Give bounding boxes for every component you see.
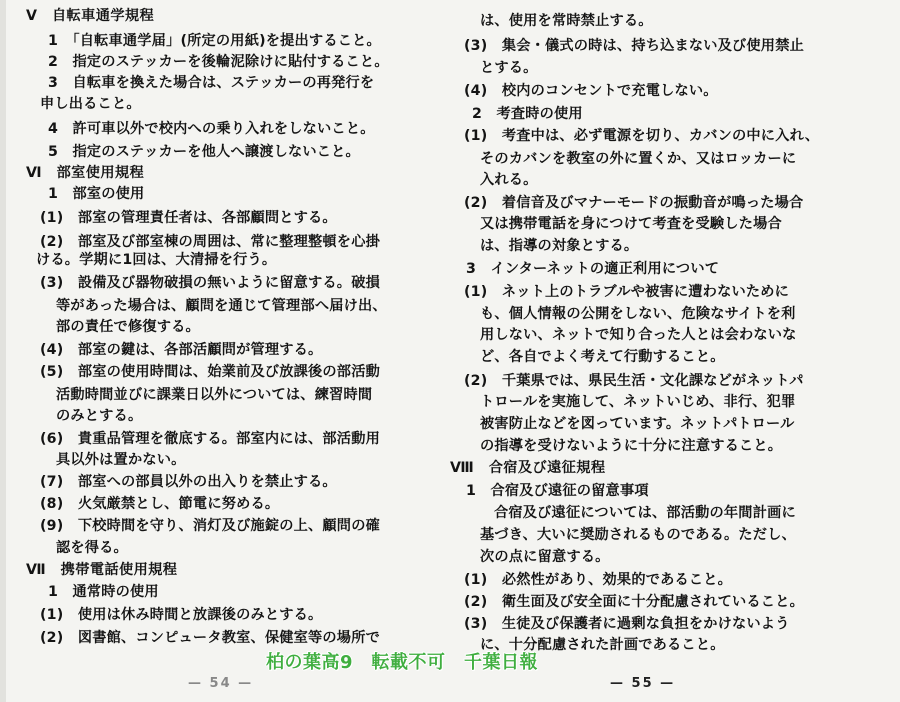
text-line: 次の点に留意する。 xyxy=(480,549,610,565)
text-line: (2) 着信音及びマナーモードの振動音が鳴った場合 xyxy=(464,195,804,211)
text-line: に、十分配慮された計画であること。 xyxy=(480,637,725,653)
text-line: 活動時間並びに課業日以外については、練習時間 xyxy=(56,387,373,403)
text-line: (3) 生徒及び保護者に過剰な負担をかけないよう xyxy=(464,616,790,632)
text-line: ける。学期に1回は、大清掃を行う。 xyxy=(36,252,277,268)
text-line: 1 合宿及び遠征の留意事項 xyxy=(466,483,649,499)
text-line: 基づき、大いに奨励されるものである。ただし、 xyxy=(480,527,796,543)
page-number-left: — 54 — xyxy=(188,676,254,691)
text-line: (3) 集会・儀式の時は、持ち込まない及び使用禁止 xyxy=(464,38,804,54)
text-line: (7) 部室への部員以外の出入りを禁止する。 xyxy=(40,474,337,490)
text-line: 等があった場合は、顧問を通じて管理部へ届け出、 xyxy=(56,298,387,314)
page-number-right: — 55 — xyxy=(610,676,676,691)
text-line: ど、各自でよく考えて行動すること。 xyxy=(480,349,725,365)
text-line: (9) 下校時間を守り、消灯及び施錠の上、顧問の確 xyxy=(40,518,380,534)
text-line: (4) 校内のコンセントで充電しない。 xyxy=(464,83,718,99)
scan-edge xyxy=(0,0,6,702)
text-line: 2 考査時の使用 xyxy=(472,106,583,122)
text-line: (2) 千葉県では、県民生活・文化課などがネットパ xyxy=(464,373,804,389)
text-line: も、個人情報の公開をしない、危険なサイトを利 xyxy=(480,306,796,322)
text-line: 1 「自転車通学届」(所定の用紙)を提出すること。 xyxy=(48,33,381,49)
text-line: 3 自転車を換えた場合は、ステッカーの再発行を xyxy=(48,75,375,91)
section-heading: Ⅶ 携帯電話使用規程 xyxy=(26,562,178,578)
text-line: は、指導の対象とする。 xyxy=(480,238,639,254)
text-line: そのカバンを教室の外に置くか、又はロッカーに xyxy=(480,151,797,167)
text-line: (2) 衛生面及び安全面に十分配慮されていること。 xyxy=(464,594,804,610)
section-heading: Ⅵ 部室使用規程 xyxy=(26,165,145,181)
text-line: 合宿及び遠征については、部活動の年間計画に xyxy=(494,505,796,521)
text-line: 入れる。 xyxy=(480,172,538,188)
text-line: 又は携帯電話を身につけて考査を受験した場合 xyxy=(480,216,782,232)
text-line: とする。 xyxy=(480,60,538,76)
text-line: (1) 必然性があり、効果的であること。 xyxy=(464,572,733,588)
text-line: 部の責任で修復する。 xyxy=(56,319,200,335)
text-line: トロールを実施して、ネットいじめ、非行、犯罪 xyxy=(480,394,796,410)
text-line: (1) 部室の管理責任者は、各部顧問とする。 xyxy=(40,210,337,226)
text-line: 認を得る。 xyxy=(56,540,128,556)
watermark: 柏の葉高9 転載不可 千葉日報 xyxy=(266,652,539,673)
text-line: は、使用を常時禁止する。 xyxy=(480,13,653,29)
text-line: (5) 部室の使用時間は、始業前及び放課後の部活動 xyxy=(40,364,380,380)
text-line: 申し出ること。 xyxy=(40,96,141,112)
text-line: (2) 図書館、コンピュータ教室、保健室等の場所で xyxy=(40,630,380,646)
text-line: のみとする。 xyxy=(56,408,143,424)
text-line: 被害防止などを図っています。ネットパトロール xyxy=(480,416,795,432)
text-line: 1 部室の使用 xyxy=(48,186,145,202)
text-line: 5 指定のステッカーを他人へ譲渡しないこと。 xyxy=(48,144,360,160)
text-line: (2) 部室及び部室棟の周囲は、常に整理整頓を心掛 xyxy=(40,234,380,250)
section-heading: Ⅷ 合宿及び遠征規程 xyxy=(450,460,606,476)
text-line: 4 許可車以外で校内への乗り入れをしないこと。 xyxy=(48,121,375,137)
text-line: (1) 考査中は、必ず電源を切り、カバンの中に入れ、 xyxy=(464,128,820,144)
text-line: (3) 設備及び器物破損の無いように留意する。破損 xyxy=(40,275,380,291)
text-line: 具以外は置かない。 xyxy=(56,452,186,468)
text-line: (4) 部室の鍵は、各部活顧問が管理する。 xyxy=(40,342,323,358)
section-heading: Ⅴ 自転車通学規程 xyxy=(26,8,155,24)
text-line: 用しない、ネットで知り合った人とは会わないな xyxy=(480,327,797,343)
text-line: (1) ネット上のトラブルや被害に遭わないために xyxy=(464,284,790,300)
text-line: (6) 貴重品管理を徹底する。部室内には、部活動用 xyxy=(40,431,380,447)
text-line: (1) 使用は休み時間と放課後のみとする。 xyxy=(40,607,323,623)
text-line: (8) 火気厳禁とし、節電に努める。 xyxy=(40,496,280,512)
text-line: の指導を受けないように十分に注意すること。 xyxy=(480,438,783,454)
text-line: 1 通常時の使用 xyxy=(48,584,159,600)
text-line: 2 指定のステッカーを後輪泥除けに貼付すること。 xyxy=(48,54,389,70)
text-line: 3 インターネットの適正利用について xyxy=(466,261,720,277)
